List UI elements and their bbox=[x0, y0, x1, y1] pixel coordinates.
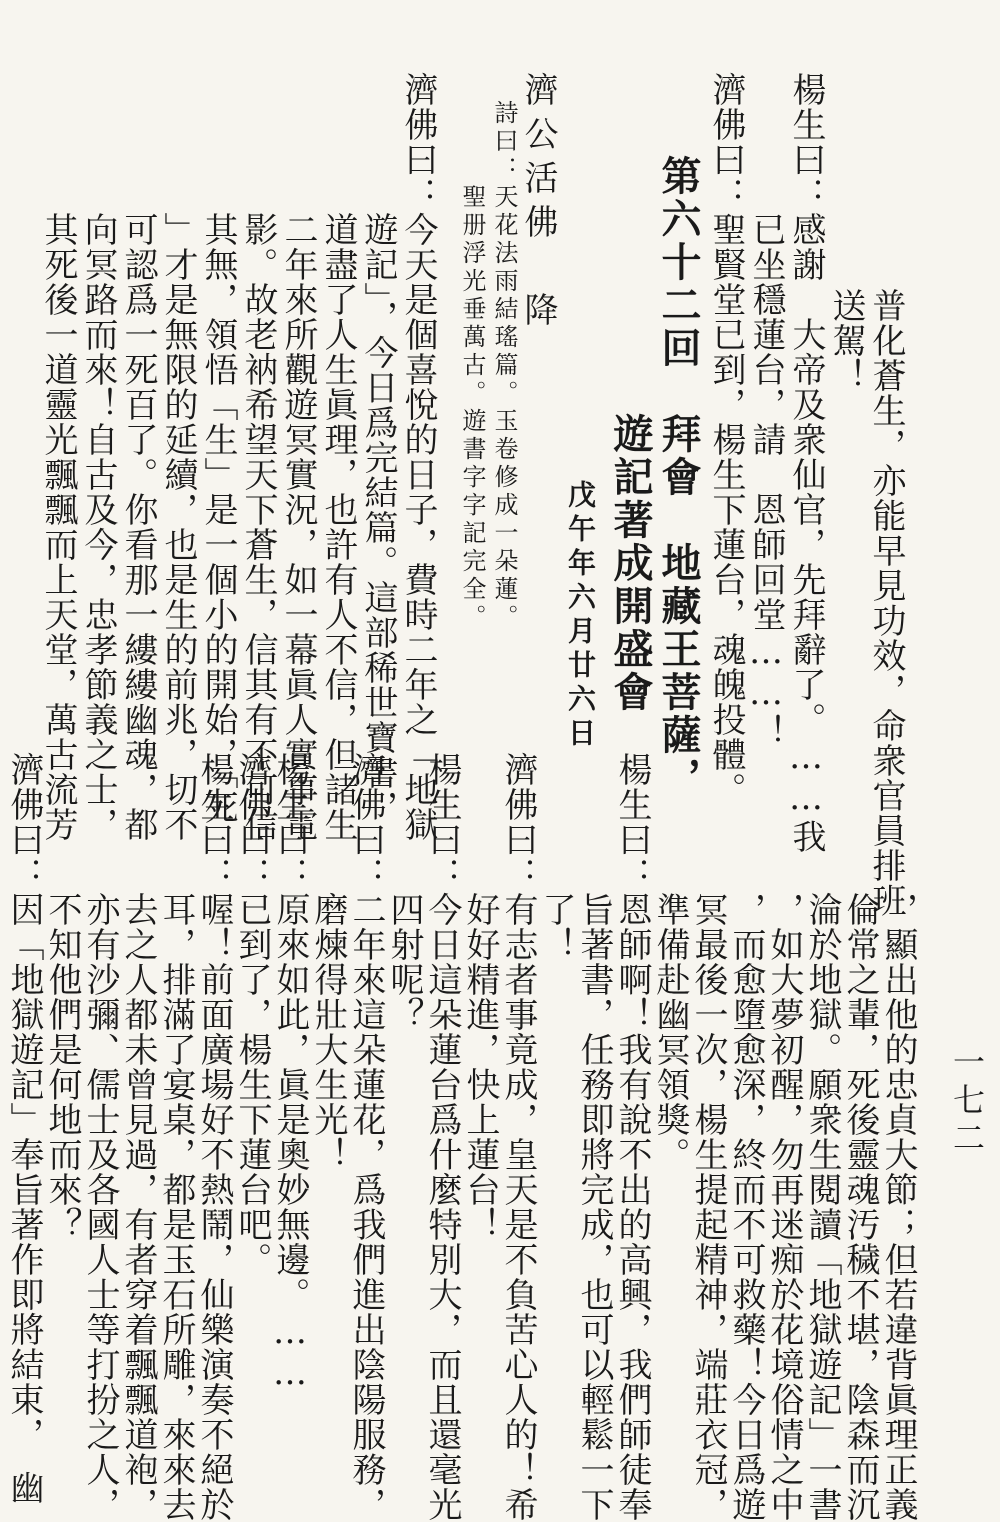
text-column: ，如大夢初醒，勿再迷痴於花境俗情之中 bbox=[764, 752, 804, 1522]
text-column: 濟佛曰：今天是個喜悅的日子，費時二年之「地獄 bbox=[398, 72, 438, 842]
text-column: 濟佛曰：因「地獄遊記」奉旨著作即將結束， 幽 bbox=[4, 752, 44, 1505]
text-column: 四射呢？ bbox=[384, 752, 424, 1032]
date-line: 戊午年六月廿六日 bbox=[564, 72, 597, 752]
text-column: 」才是無限的延續，也是生的前兆，切不 bbox=[158, 72, 198, 842]
text-column: 淪於地獄。願衆生閱讀「地獄遊記」一書 bbox=[802, 752, 842, 1522]
text-column: 不知他們是何地而來？ bbox=[42, 752, 82, 1242]
text-column: 濟佛曰：二年來這朵蓮花，爲我們進出陰陽服務， bbox=[346, 752, 386, 1522]
text-column: 楊生曰：感謝 大帝及衆仙官，先拜辭了。……我 bbox=[786, 72, 826, 854]
chapter-title-line-1: 第六十二回 拜會 地藏王菩薩， bbox=[655, 112, 702, 800]
text-column: 旨著書，任務即將完成，也可以輕鬆一下 bbox=[574, 752, 614, 1522]
text-column: ，顯出他的忠貞大節；但若違背眞理正義 bbox=[878, 752, 918, 1522]
text-column: 磨煉得壯大生光！ bbox=[308, 752, 348, 1172]
text-column: 楊生曰：原來如此，眞是奧妙無邊。…… bbox=[270, 752, 310, 1394]
text-column: 濟佛曰：已到了，楊生下蓮台吧。 bbox=[232, 752, 272, 1277]
text-column: 亦有沙彌、儒士及各國人士等打扮之人， bbox=[80, 752, 120, 1522]
text-column: ，而愈墮愈深，終而不可救藥！今日爲遊 bbox=[726, 752, 766, 1522]
text-column: 影。故老衲希望天下蒼生，信其有不可信 bbox=[238, 72, 278, 842]
text-column: 楊生曰：恩師啊！我有說不出的高興，我們師徒奉 bbox=[612, 752, 652, 1522]
text-column: 耳，排滿了宴桌，都是玉石所雕，來來去 bbox=[156, 752, 196, 1522]
text-column: 去之人都未曾見過，有者穿着飄飄道袍， bbox=[118, 752, 158, 1522]
text-column: 向冥路而來！自古及今，忠孝節義之士， bbox=[78, 72, 118, 842]
page-number: 一七二 bbox=[948, 1045, 986, 1159]
text-column: 楊生曰：喔！前面廣場好不熱鬧，仙樂演奏不絕於 bbox=[194, 752, 234, 1522]
text-column: 送駕！ bbox=[826, 148, 866, 393]
text-column: 其無，領悟「生」是一個小的開始，「死 bbox=[198, 72, 238, 825]
text-column: 遊記」，今日爲完結篇。這部稀世寶書， bbox=[358, 72, 398, 825]
text-column: 楊生曰：今日這朵蓮台爲什麼特別大，而且還毫光 bbox=[422, 752, 462, 1522]
chapter-title-line-2: 遊記著成開盛會 bbox=[607, 112, 654, 714]
text-column: 可認爲一死百了。你看那一縷縷幽魂，都 bbox=[118, 72, 158, 842]
text-column: 二年來所觀遊冥實況，如一幕眞人實事電 bbox=[278, 72, 318, 842]
text-column: 冥最後一次，楊生提起精神，端莊衣冠， bbox=[688, 752, 728, 1522]
text-column: 濟佛曰：聖賢堂已到，楊生下蓮台，魂魄投體。 bbox=[706, 72, 746, 807]
text-column: 了！ bbox=[536, 752, 576, 962]
text-column: 普化蒼生，亦能早見功效，命衆官員排班 bbox=[866, 148, 906, 918]
text-column: 其死後一道靈光飄飄而上天堂，萬古流芳 bbox=[38, 72, 78, 842]
text-column: 濟佛曰：有志者事竟成，皇天是不負苦心人的！希 bbox=[498, 752, 538, 1522]
text-column: 準備赴幽冥領獎。 bbox=[650, 752, 690, 1172]
text-column: 道盡了人生眞理，也許有人不信，但諸生 bbox=[318, 72, 358, 842]
deity-heading: 濟公活佛 降 bbox=[518, 72, 558, 336]
text-column: 好好精進，快上蓮台！ bbox=[460, 752, 500, 1242]
text-column: 倫常之輩，死後靈魂汚穢不堪，陰森而沉 bbox=[840, 752, 880, 1522]
poem-line-1: 詩曰：天花法雨結瑤篇。玉卷修成一朵蓮。 bbox=[490, 72, 518, 632]
poem-line-2: 聖册浮光垂萬古。遊書字字記完全。 bbox=[458, 72, 486, 632]
text-column: 已坐穩蓮台，請 恩師回堂……！ bbox=[746, 72, 786, 749]
